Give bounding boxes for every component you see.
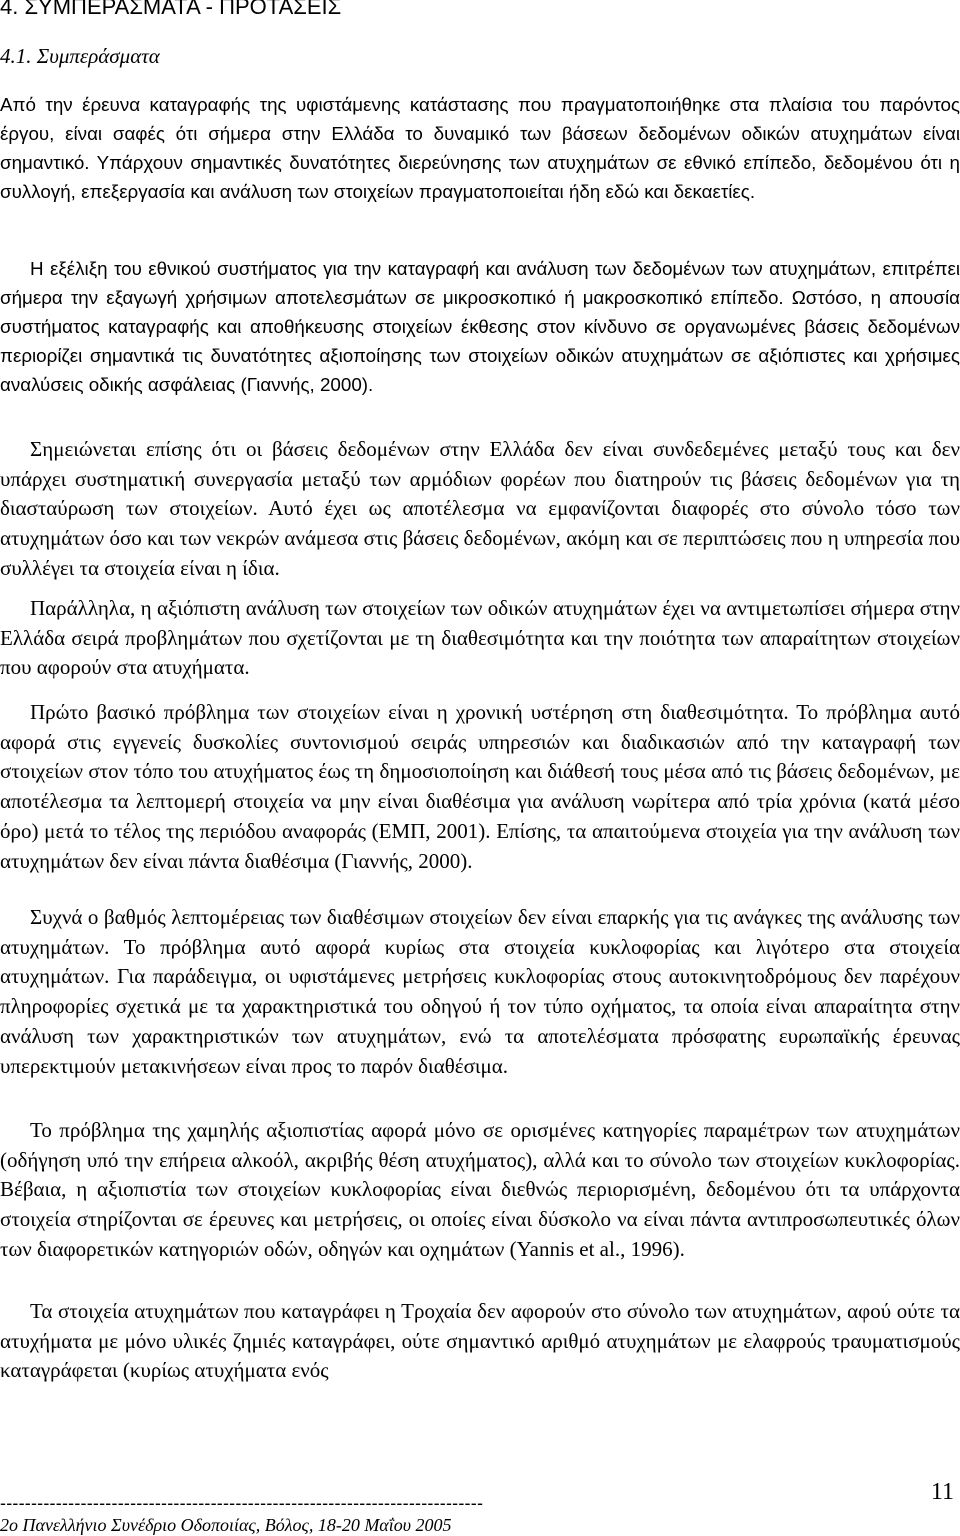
paragraph-1: Από την έρευνα καταγραφής της υφιστάμενης κατάστασης που πραγματοποιήθηκε στα πλαίσια του παρόντος έργου, είναι σαφές ότι σήμερα στην Ελλάδα το δυναμικό των βάσεων δεδομένων οδικών ατυχημάτων είναι σημαντικό. Υπάρχουν σημαντικές δυνατότητες διερεύνησης των ατυχημάτων σε εθνικό επίπεδο, δεδομένου ότι η συλλογή, επεξεργασία και ανάλυση των στοιχείων πραγματοποιείται ήδη εδώ και δεκαετίες. [0, 94, 960, 202]
footer-rule: ------------------------------------------------------------------------------ [0, 1493, 484, 1513]
paragraph-4: Παράλληλα, η αξιόπιστη ανάλυση των στοιχείων των οδικών ατυχημάτων έχει να αντιμετωπίσει σήμερα στην Ελλάδα σειρά προβλημάτων που σχετίζονται με τη διαθεσιμότητα και την ποιότητα των απαραίτητων στοιχείων που αφορούν στα ατυχήματα. [0, 596, 960, 680]
paragraph-2: Η εξέλιξη του εθνικού συστήματος για την καταγραφή και ανάλυση των δεδομένων των ατυχημάτων, επιτρέπει σήμερα την εξαγωγή χρήσιμων αποτελεσμάτων σε μικροσκοπικό ή μακροσκοπικό επίπεδο. Ωστόσο, η απουσία συστήματος καταγραφής και αποθήκευσης στοιχείων έκθεσης στον κίνδυνο σε οργανωμένες βάσεις δεδομένων περιορίζει σημαντικά τις δυνατότητες αξιοποίησης των στοιχείων οδικών ατυχημάτων σε αξιόπιστες και χρήσιμες αναλύσεις οδικής ασφάλειας (Γιαννής, 2000). [0, 258, 960, 395]
section-heading: 4. ΣΥΜΠΕΡΑΣΜΑΤΑ - ΠΡΟΤΑΣΕΙΣ [0, 0, 342, 19]
page-number: 11 [930, 1479, 954, 1505]
subsection-heading: 4.1. Συμπεράσματα [0, 44, 160, 68]
paragraph-5: Πρώτο βασικό πρόβλημα των στοιχείων είναι η χρονική υστέρηση στη διαθεσιμότητα. Το πρόβλημα αυτό αφορά στις εγγενείς δυσκολίες συντονισμού σειράς υπηρεσιών και διαδικασιών από την καταγραφή των στοιχείων στον τόπο του ατυχήματος έως τη δημοσιοποίηση και διάθεσή τους μέσα από τις βάσεις δεδομένων, με αποτέλεσμα τα λεπτομερή στοιχεία να μην είναι διαθέσιμα για ανάλυση νωρίτερα από τρία χρόνια (κατά μέσο όρο) μετά το τέλος της περιόδου αναφοράς (ΕΜΠ, 2001). Επίσης, τα απαιτούμενα στοιχεία για την ανάλυση των ατυχημάτων δεν είναι πάντα διαθέσιμα (Γιαννής, 2000). [0, 700, 960, 873]
footer-conference: 2ο Πανελλήνιο Συνέδριο Οδοποιίας, Βόλος, 18-20 Μαΐου 2005 [0, 1515, 452, 1535]
paragraph-7: Το πρόβλημα της χαμηλής αξιοπιστίας αφορά μόνο σε ορισμένες κατηγορίες παραμέτρων των ατυχημάτων (οδήγηση υπό την επήρεια αλκοόλ, ακριβής θέση ατυχήματος), αλλά και το σύνολο των στοιχείων κυκλοφορίας. Βέβαια, η αξιοπιστία των στοιχείων κυκλοφορίας είναι διεθνώς περιορισμένη, δεδομένου ότι τα υπάρχοντα στοιχεία στηρίζονται σε έρευνες και μετρήσεις, οι οποίες είναι δύσκολο να είναι πάντα αντιπροσωπευτικές όλων των διαφορετικών κατηγοριών οδών, οδηγών και οχημάτων (Yannis et al., 1996). [0, 1118, 960, 1261]
paragraph-6: Συχνά ο βαθμός λεπτομέρειας των διαθέσιμων στοιχείων δεν είναι επαρκής για τις ανάγκες της ανάλυσης των ατυχημάτων. Το πρόβλημα αυτό αφορά κυρίως στα στοιχεία κυκλοφορίας και λιγότερο στα στοιχεία ατυχημάτων. Για παράδειγμα, οι υφιστάμενες μετρήσεις κυκλοφορίας στους αυτοκινητοδρόμους δεν παρέχουν πληροφορίες σχετικά με τα χαρακτηριστικά του οδηγού ή τον τύπο οχήματος, τα οποία είναι απαραίτητα στην ανάλυση των χαρακτηριστικών των ατυχημάτων, ενώ τα αποτελέσματα πρόσφατης ευρωπαϊκής έρευνας υπερεκτιμούν μετακινήσεων είναι προς το παρόν διαθέσιμα. [0, 905, 960, 1078]
paragraph-8: Τα στοιχεία ατυχημάτων που καταγράφει η Τροχαία δεν αφορούν στο σύνολο των ατυχημάτων, αφού ούτε τα ατυχήματα με μόνο υλικές ζημιές καταγράφει, ούτε σημαντικό αριθμό ατυχημάτων με ελαφρούς τραυματισμούς καταγράφεται (κυρίως ατυχήματα ενός [0, 1299, 960, 1383]
paragraph-3: Σημειώνεται επίσης ότι οι βάσεις δεδομένων στην Ελλάδα δεν είναι συνδεδεμένες μεταξύ τους και δεν υπάρχει συστηματική συνεργασία μεταξύ των αρμόδιων φορέων που διατηρούν τις βάσεις δεδομένων για τη διασταύρωση των στοιχείων. Αυτό έχει ως αποτέλεσμα να εμφανίζονται διαφορές στο σύνολο τόσο των ατυχημάτων όσο και των νεκρών ανάμεσα στις βάσεις δεδομένων, ακόμη και σε περιπτώσεις που η υπηρεσία που συλλέγει τα στοιχεία είναι η ίδια. [0, 437, 960, 580]
